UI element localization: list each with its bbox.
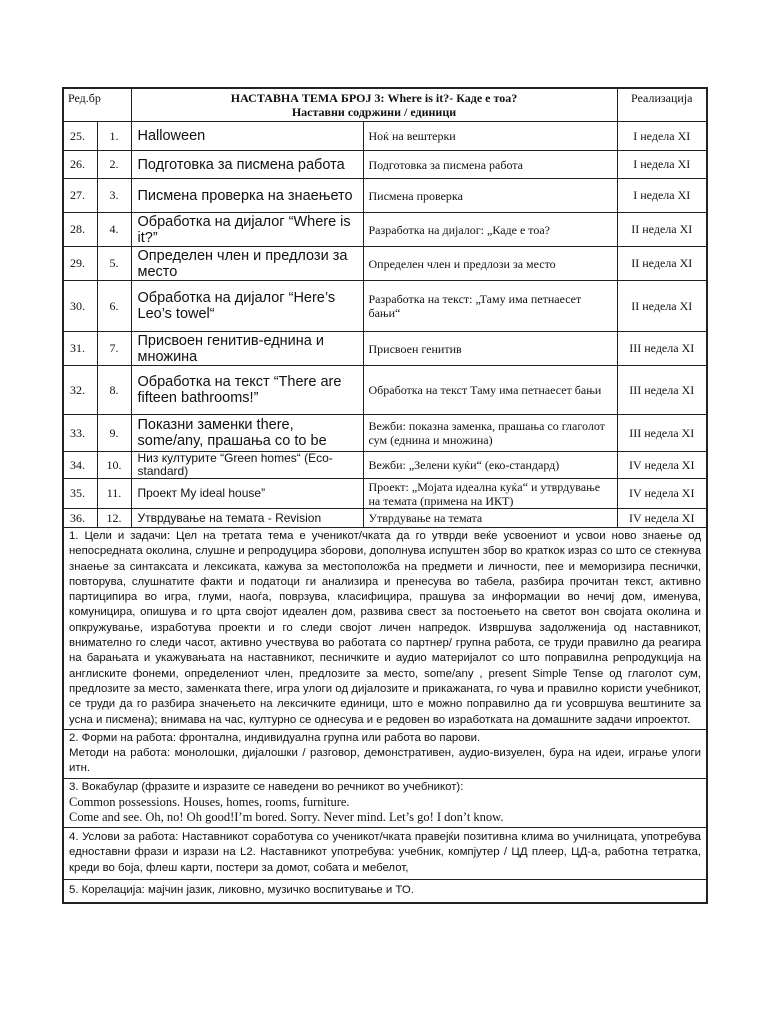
lesson-topic: Обработка на дијалог “Where is it?” — [131, 213, 363, 247]
lesson-topic: Писмена проверка на знаењето — [131, 179, 363, 213]
lesson-week: II недела XI — [617, 213, 707, 247]
goals-text: 1. Цели и задачи: Цел на третата тема е ученикот/чката да го утврди веќе усвоениот и усвои ново знаење од непосредната околина, слушне и репродуцира зборови, дополнува испуштен збор во краткок израз со што се стекнува знаење за синтаксата и лексиката, кажува за местоположба на предмети и личности, пее и меморизира песнички, повторува, слушнатите факти и податоци ги анализира и пренесува во табела, разбира прочитан текст, активно партиципира во игра, глуми, наоѓа, поврзува, класифицира, прашува за информации во нечиј дом, именува, комуницира, опишува и го црта својот идеален дом, развива свест за постоењето на светот вон својата околина и опкружување, изработува проекти и го следи својот личен напредок. Извршува задолженија од наставникот, внимателно го следи часот, активно учествува во работата со партнер/ групна работа, се труди правилно да реагира на барањата и укажувањата на наставникот, песничките и аудио материјалот со што поправилна репродукција на англиските фонеми, определениот член, предлозите за место, some/any , present Simple Tense од глаголот сум, предлозите за место, заменката there, игра улоги од дијалозите и прикажаната, го чува и правилно користи учебникот, се труди да го разбира значењето на лексичките единици, што е можно поправилно да ги усовршува вештините за усна и писмена); внимава на час, културно се однесува и е редовен во изработката на домашните задачи ипроектот. — [63, 528, 707, 730]
goals-section — [63, 528, 707, 730]
topic-title: НАСТАВНА ТЕМА БРОЈ 3: Where is it?- Каде е тоа? — [230, 91, 518, 105]
vocabulary-heading: 3. Вокабулар (фразите и изразите се наведени во речникот во учебникот): — [69, 780, 464, 793]
lesson-content: Присвоен генитив — [363, 332, 617, 366]
lesson-number: 5. — [97, 247, 131, 281]
forms-of-work: 2. Форми на работа: фронтална, индивидуална групна или работа во парови. — [69, 731, 481, 744]
lesson-number: 11. — [97, 479, 131, 509]
row-number: 36. — [63, 509, 97, 528]
vocabulary-phrases: Come and see. Oh, no! Oh good!I’m bored. Sorry. Never mind. Let’s go! I don’t know. — [69, 810, 504, 825]
lesson-number: 4. — [97, 213, 131, 247]
lesson-content: Разработка на дијалог: „Каде е тоа? — [363, 213, 617, 247]
lesson-content: Разработка на текст: „Таму има петнаесет бањи“ — [363, 281, 617, 332]
content-units-title: Наставни содржини / единици — [291, 105, 457, 119]
correlation-text: 5. Корелација: мајчин јазик, ликовно, музичко воспитување и ТО. — [63, 879, 707, 903]
table-row — [63, 479, 707, 509]
lesson-content: Определен член и предлози за место — [363, 247, 617, 281]
table-header-row — [63, 88, 707, 122]
table-row — [63, 179, 707, 213]
row-number: 28. — [63, 213, 97, 247]
row-number: 32. — [63, 366, 97, 415]
lesson-week: III недела XI — [617, 415, 707, 452]
lesson-content: Писмена проверка — [363, 179, 617, 213]
vocabulary-words: Common possessions. Houses, homes, rooms, furniture. — [69, 795, 350, 810]
table-row — [63, 281, 707, 332]
header-realization-label: Реализација — [617, 88, 707, 122]
lesson-topic: Утврдување на темата - Revision — [131, 509, 363, 528]
table-row — [63, 247, 707, 281]
lesson-topic: Определен член и предлози за место — [131, 247, 363, 281]
lesson-number: 2. — [97, 151, 131, 179]
row-number: 31. — [63, 332, 97, 366]
lesson-content: Обработка на текст Таму има петнаесет бањи — [363, 366, 617, 415]
lesson-week: IV недела XI — [617, 479, 707, 509]
lesson-week: I недела XI — [617, 151, 707, 179]
conditions-section — [63, 827, 707, 879]
header-number-label: Ред.бр — [63, 88, 131, 122]
row-number: 30. — [63, 281, 97, 332]
lesson-topic: Halloween — [131, 122, 363, 151]
lesson-number: 10. — [97, 452, 131, 479]
lesson-topic: Низ културите “Green homes“ (Eco-standard) — [131, 452, 363, 479]
row-number: 27. — [63, 179, 97, 213]
lesson-week: IV недела XI — [617, 452, 707, 479]
table-row — [63, 122, 707, 151]
lesson-topic: Показни заменки there, some/any, прашања со to be — [131, 415, 363, 452]
row-number: 34. — [63, 452, 97, 479]
vocabulary-section — [63, 778, 707, 827]
table-row — [63, 213, 707, 247]
lesson-number: 1. — [97, 122, 131, 151]
row-number: 33. — [63, 415, 97, 452]
table-row — [63, 151, 707, 179]
lesson-week: I недела XI — [617, 179, 707, 213]
lesson-number: 3. — [97, 179, 131, 213]
methods-of-work: Методи на работа: монолошки, дијалошки / разговор, демонстративен, аудио-визуелен, бура на идеи, играње улоги итн. — [69, 747, 701, 775]
lesson-topic: Присвоен генитив-еднина и множина — [131, 332, 363, 366]
lesson-week: II недела XI — [617, 281, 707, 332]
lesson-content: Утврдување на темата — [363, 509, 617, 528]
table-row — [63, 415, 707, 452]
lesson-number: 9. — [97, 415, 131, 452]
plan-table — [62, 87, 708, 904]
lesson-number: 8. — [97, 366, 131, 415]
lesson-week: IV недела XI — [617, 509, 707, 528]
lesson-content: Проект: „Мојата идеална куќа“ и утврдување на темата (примена на ИКТ) — [363, 479, 617, 509]
lesson-topic: Обработка на дијалог “Here’s Leo’s towel“ — [131, 281, 363, 332]
table-row — [63, 366, 707, 415]
lesson-content: Подготовка за писмена работа — [363, 151, 617, 179]
conditions-text: 4. Услови за работа: Наставникот соработува со ученикот/чката правејќи позитивна клима во училницата, употребува едноставни фрази и изрази на L2. Наставникот употребува: учебник, компјутер / ЦД плеер, ЦД-а, работна тетратка, креди во боја, флеш карти, постери за домот, собата и мебелот, — [63, 827, 707, 879]
lesson-content: Вежби: показна заменка, прашања со глаголот сум (еднина и множина) — [363, 415, 617, 452]
header-title — [131, 88, 617, 122]
table-row — [63, 332, 707, 366]
lesson-topic: Обработка на текст “There are fifteen bathrooms!” — [131, 366, 363, 415]
curriculum-plan — [62, 87, 706, 904]
lesson-number: 6. — [97, 281, 131, 332]
table-row — [63, 509, 707, 528]
row-number: 35. — [63, 479, 97, 509]
forms-section — [63, 729, 707, 778]
row-number: 29. — [63, 247, 97, 281]
table-row — [63, 452, 707, 479]
lesson-number: 7. — [97, 332, 131, 366]
lesson-topic: Подготовка за писмена работа — [131, 151, 363, 179]
row-number: 26. — [63, 151, 97, 179]
lesson-content: Ноќ на вештерки — [363, 122, 617, 151]
lesson-number: 12. — [97, 509, 131, 528]
lesson-week: I недела XI — [617, 122, 707, 151]
lesson-week: III недела XI — [617, 332, 707, 366]
row-number: 25. — [63, 122, 97, 151]
correlation-section — [63, 879, 707, 903]
lesson-week: II недела XI — [617, 247, 707, 281]
lesson-content: Вежби: „Зелени куќи“ (еко-стандард) — [363, 452, 617, 479]
lesson-week: III недела XI — [617, 366, 707, 415]
lesson-topic: Проект My ideal house” — [131, 479, 363, 509]
